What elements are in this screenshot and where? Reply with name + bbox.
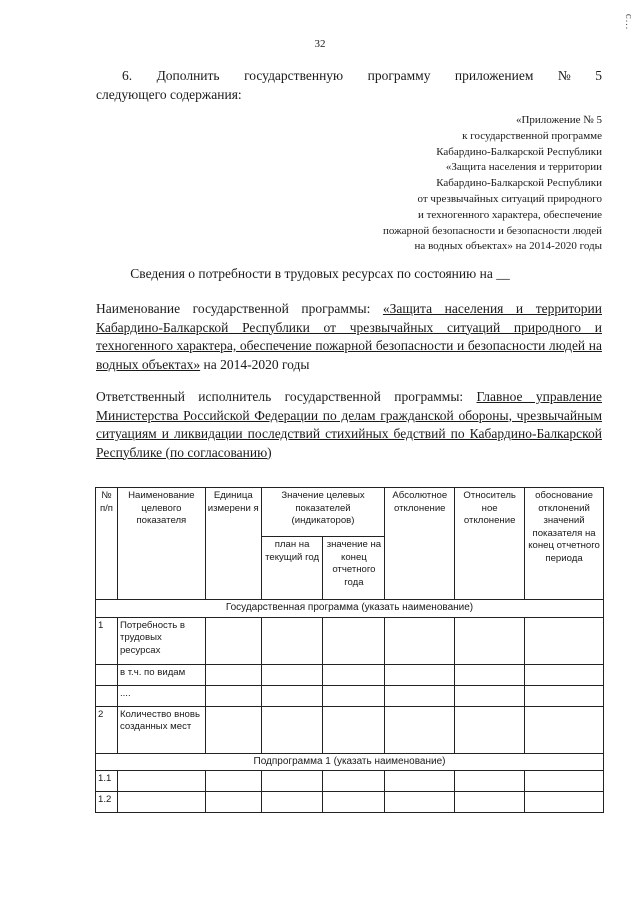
cell-empty [455,685,525,706]
cell-empty [261,617,323,664]
document-heading: Сведения о потребности в трудовых ресурсах по состоянию на __ [130,266,510,281]
cell-empty [323,792,385,813]
cell-empty [261,685,323,706]
appendix-line: «Защита населения и территории [445,161,602,174]
cell-empty [323,706,385,753]
item-6-word: государственную [244,68,344,83]
appendix-line: «Приложение № 5 [515,114,602,126]
item-6-line-2: следующего содержания: [96,87,242,102]
header-name: Наименование целевого показателя [117,488,205,600]
cell-empty [261,706,323,753]
header-value-end: значение на конец отчетного года [323,537,385,600]
table-section-row [96,600,604,618]
header-rel-dev: Относитель ное отклонение [455,488,525,600]
cell-empty [323,771,385,792]
cell-empty [525,771,604,792]
header-abs-dev: Абсолютное отклонение [385,488,455,600]
program-name-paragraph [96,300,602,374]
appendix-line: и техногенного характера, обеспечение [417,208,602,221]
cell-empty [261,664,323,685]
cell-empty [323,617,385,664]
appendix-line: на водных объектах» на 2014-2020 годы [414,240,602,253]
appendix-line: от чрезвычайных ситуаций природного [417,192,602,205]
item-6-paragraph [96,66,602,104]
cell-empty [261,771,323,792]
header-plan: план на текущий год [261,537,323,600]
item-6-word: 6. [122,68,133,83]
appendix-line: к государственной программе [462,129,602,142]
cell-empty [455,617,525,664]
cell-name: в т.ч. по видам [117,664,205,685]
section-subprogram: Подпрограмма 1 (указать наименование) [96,753,604,771]
item-6-line-1 [96,66,602,85]
item-6-word: Дополнить [156,68,220,83]
cell-empty [525,617,604,664]
program-name-suffix: на 2014-2020 годы [200,356,310,372]
page-number: 32 [314,38,326,50]
appendix-line: Кабардино-Балкарской Республики [436,177,602,190]
cell-empty [117,771,205,792]
cell-empty [205,685,261,706]
cell-empty [525,792,604,813]
table-row [96,706,604,753]
cell-empty [205,792,261,813]
cell-empty [385,685,455,706]
cell-num: 1 [96,617,118,664]
table-row [96,685,604,706]
cell-empty [205,617,261,664]
cell-empty [205,706,261,753]
cell-empty [525,685,604,706]
cell-empty [455,706,525,753]
table-section-row [96,753,604,771]
program-name-value: «Защита населения и территории Кабардино-Балкарской Республики от чрезвычайных ситуаций природного и техногенного характера, обеспечение пожарной безопасности и безопасности людей на водных объектах» [96,301,602,372]
cell-empty [525,664,604,685]
cell-empty [385,771,455,792]
labor-resources-table [95,487,604,813]
cell-empty [117,792,205,813]
header-unit: Единица измерени я [205,488,261,600]
cell-empty [385,792,455,813]
cell-empty [455,792,525,813]
header-num: № п/п [96,488,118,600]
cell-empty [323,664,385,685]
cell-name: .... [117,685,205,706]
executor-value: Главное управление Министерства Российской Федерации по делам гражданской обороны, чрезвычайным ситуациям и ликвидации последствий стихийных бедствий по Кабардино-Балкарской Республике (по согласованию) [96,389,602,460]
cell-empty [96,664,118,685]
cell-empty [205,664,261,685]
cell-num: 1.2 [96,792,118,813]
appendix-line: пожарной безопасности и безопасности людей [382,224,602,237]
table-row [96,792,604,813]
executor-paragraph [96,388,602,462]
cell-empty [205,771,261,792]
table-row [96,617,604,664]
section-program: Государственная программа (указать наименование) [96,600,604,618]
table-header-row [96,488,604,537]
item-6-word: приложением [454,68,534,83]
cell-name: Количество вновь созданных мест [117,706,205,753]
program-name-label: Наименование государственной программы: [96,301,383,316]
handwritten-mark: ᴄ... [623,14,634,31]
cell-empty [261,792,323,813]
cell-empty [323,685,385,706]
cell-empty [385,617,455,664]
cell-empty [385,664,455,685]
item-6-word: № [557,68,571,83]
cell-num: 2 [96,706,118,753]
cell-empty [455,771,525,792]
item-6-word: программу [367,68,431,83]
cell-name: Потребность в трудовых ресурсах [117,617,205,664]
header-target: Значение целевых показателей (индикаторов) [261,488,385,537]
cell-empty [96,685,118,706]
cell-empty [525,706,604,753]
appendix-line: Кабардино-Балкарской Республики [436,145,602,158]
appendix-header [302,113,602,255]
item-6-word: 5 [595,68,602,83]
header-reason: обоснование отклонений значений показателя на конец отчетного периода [525,488,604,600]
executor-label: Ответственный исполнитель государственной программы: [96,389,477,404]
cell-num: 1.1 [96,771,118,792]
cell-empty [455,664,525,685]
table-row [96,664,604,685]
cell-empty [385,706,455,753]
table-row [96,771,604,792]
